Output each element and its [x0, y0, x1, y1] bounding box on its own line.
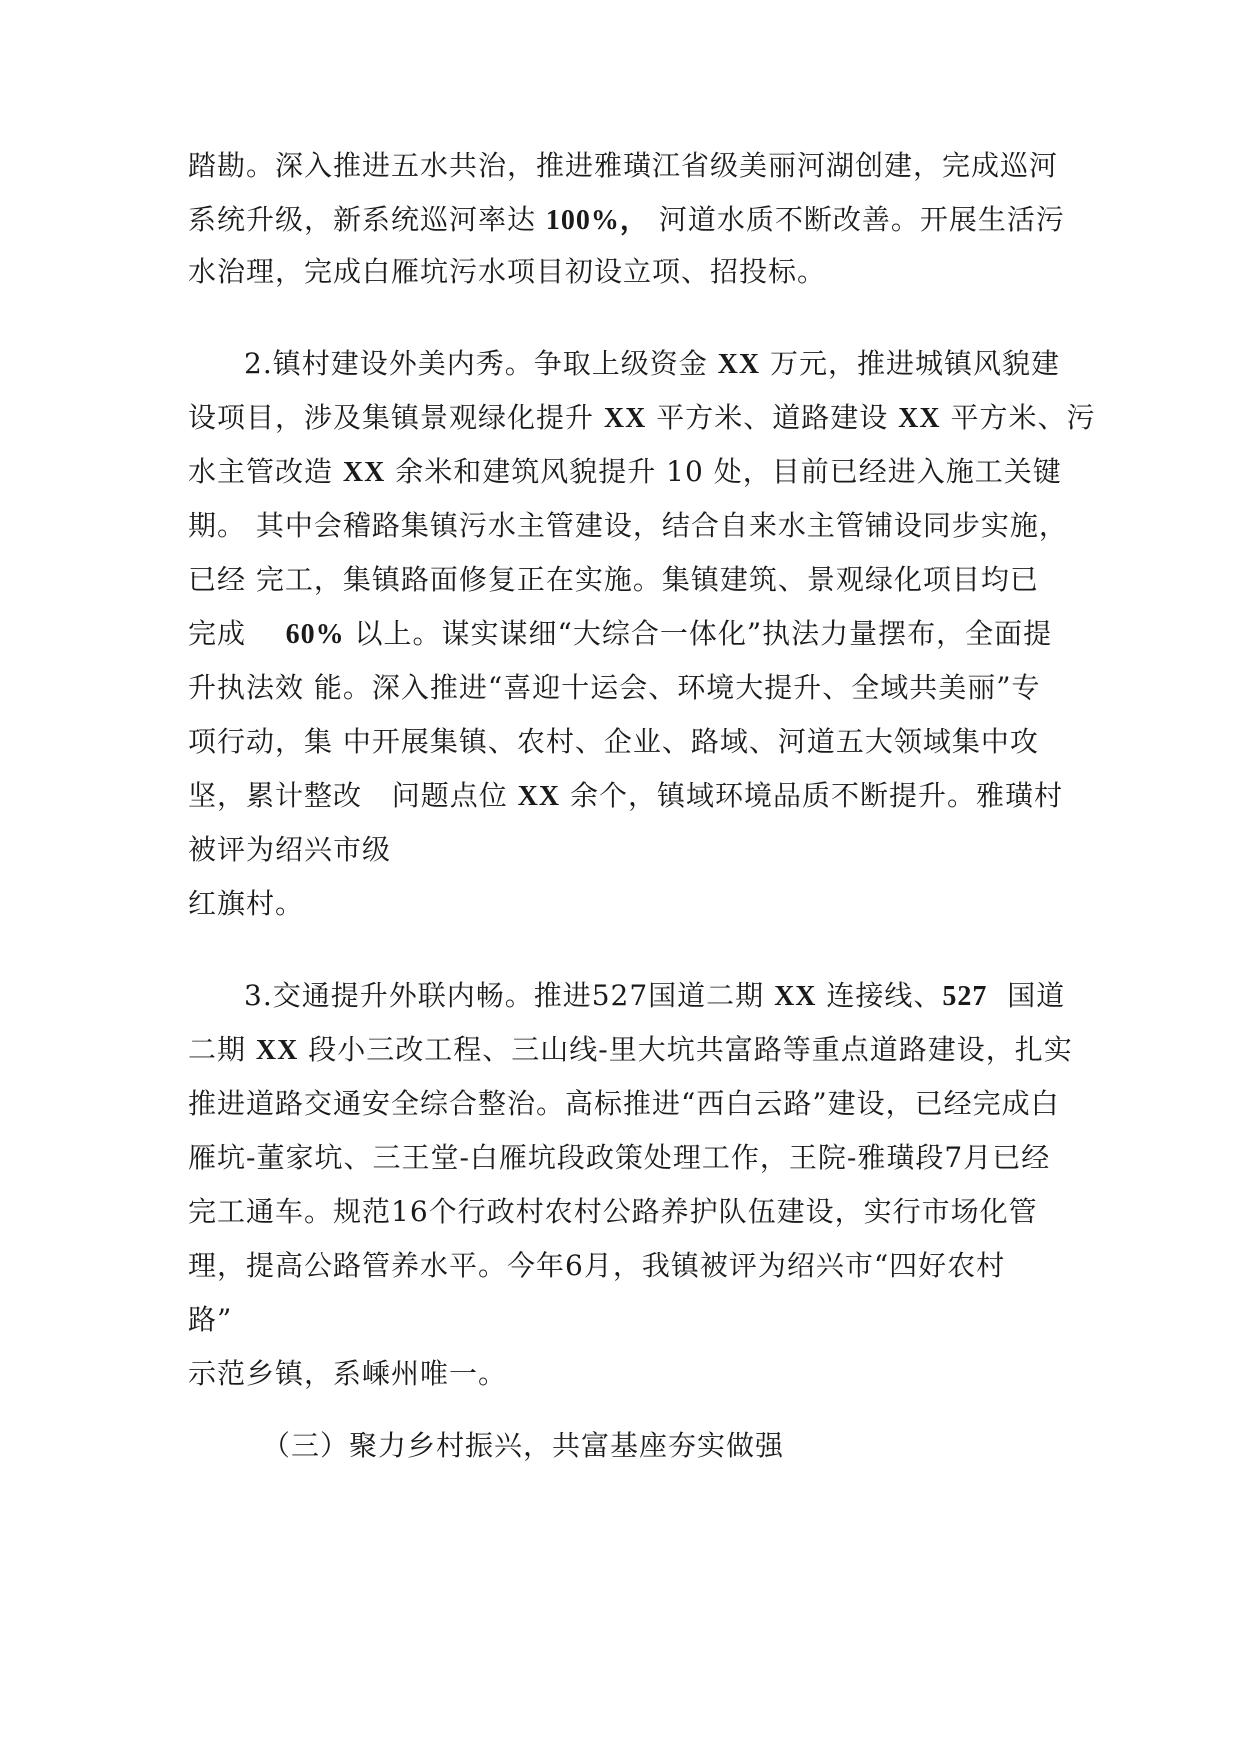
text-line: 项行动，集 中开展集镇、农村、企业、路域、河道五大领域集中攻: [188, 725, 1039, 758]
text-line: 系统升级，新系统巡河率达 100%， 河道水质不断改善。开展生活污: [188, 203, 1065, 236]
paragraph-start: 2.镇村建设外美内秀。争取上级资金 XX 万元，推进城镇风貌建: [244, 347, 1060, 380]
text-line: 完工通车。规范16个行政村农村公路养护队伍建设，实行市场化管: [188, 1195, 1038, 1228]
text-line: 雁坑-董家坑、三王堂-白雁坑段政策处理工作，王院-雅璜段7月已经: [188, 1141, 1051, 1174]
text-line: 二期 XX 段小三改工程、三山线-里大坑共富路等重点道路建设，扎实: [188, 1033, 1073, 1066]
text-line: 被评为绍兴市级: [188, 833, 392, 866]
text-line: 红旗村。: [188, 887, 305, 920]
text-line: 已经 完工，集镇路面修复正在实施。集镇建筑、景观绿化项目均已: [188, 563, 1039, 596]
section-heading: （三）聚力乡村振兴，共富基座夯实做强: [262, 1429, 785, 1462]
text-line: 设项目，涉及集镇景观绿化提升 XX 平方米、道路建设 XX 平方米、污: [188, 401, 1096, 434]
text-line: 期。 其中会稽路集镇污水主管建设，结合自来水主管铺设同步实施，: [188, 509, 1068, 542]
text-line: 推进道路交通安全综合整治。高标推进“西白云路”建设，已经完成白: [188, 1087, 1060, 1120]
text-line: 示范乡镇，系嵊州唯一。: [188, 1357, 508, 1390]
text-line: 理，提高公路管养水平。今年6月，我镇被评为绍兴市“四好农村: [188, 1249, 1006, 1282]
text-line: 踏勘。深入推进五水共治，推进雅璜江省级美丽河湖创建，完成巡河: [188, 149, 1059, 182]
text-line: 完成 60% 以上。谋实谋细“大综合一体化”执法力量摆布，全面提: [188, 617, 1053, 650]
paragraph-start: 3.交通提升外联内畅。推进527国道二期 XX 连接线、527 国道: [244, 979, 1066, 1012]
text-line: 路”: [188, 1303, 233, 1336]
text-line: 升执法效 能。深入推进“喜迎十运会、环境大提升、全域共美丽”专: [188, 671, 1041, 704]
text-line: 水治理，完成白雁坑污水项目初设立项、招投标。: [188, 255, 827, 288]
text-line: 坚，累计整改 问题点位 XX 余个，镇域环境品质不断提升。雅璜村: [188, 779, 1063, 812]
text-line: 水主管改造 XX 余米和建筑风貌提升 10 处，目前已经进入施工关键: [188, 455, 1062, 488]
